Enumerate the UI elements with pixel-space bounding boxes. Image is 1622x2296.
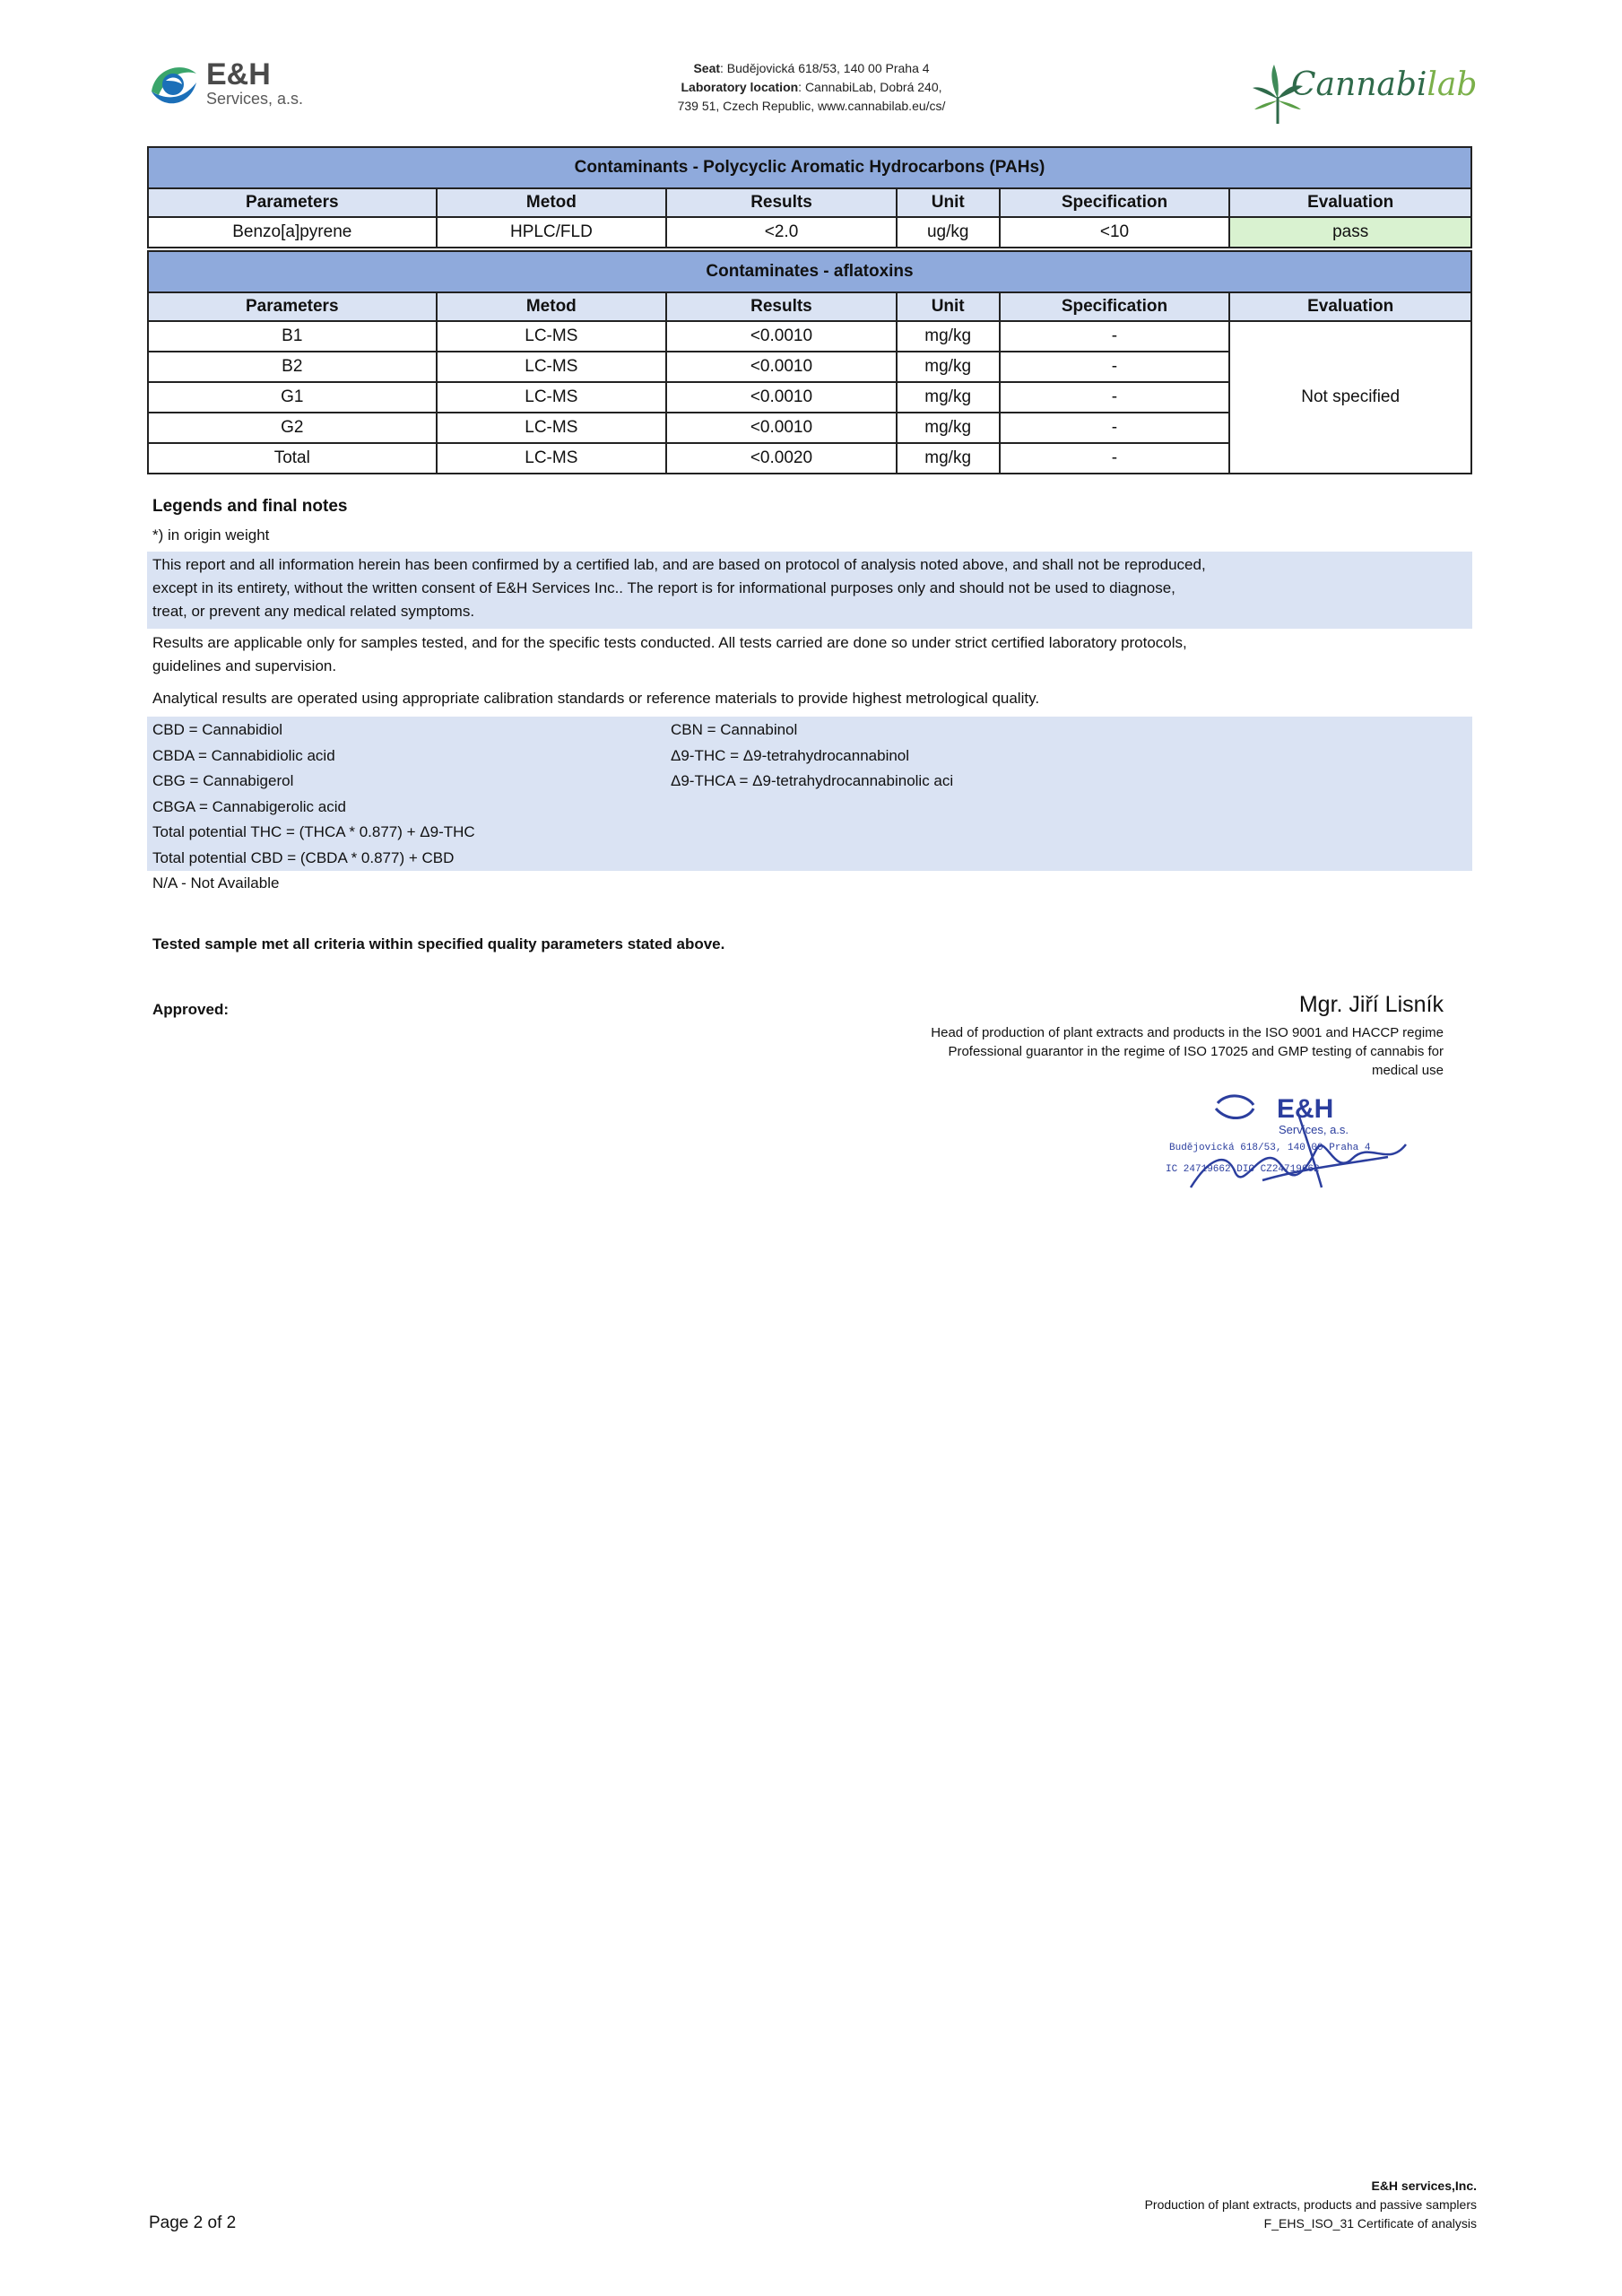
- cell-method: LC-MS: [437, 382, 667, 413]
- abbreviation-item: CBG = Cannabigerol: [152, 772, 294, 789]
- abbreviation-item: Δ9-THCA = Δ9-tetrahydrocannabinolic aci: [671, 772, 954, 789]
- col-header-evaluation: Evaluation: [1229, 188, 1471, 217]
- legend-heading: Legends and final notes: [152, 497, 348, 516]
- approved-label: Approved:: [152, 1001, 229, 1018]
- footer-info: [1145, 2177, 1477, 2233]
- lab-label: Laboratory location: [681, 80, 799, 94]
- cell-specification: <10: [1000, 217, 1230, 248]
- cell-specification: -: [1000, 352, 1230, 382]
- cell-parameter: Total: [148, 443, 437, 474]
- cell-specification: -: [1000, 321, 1230, 352]
- abbreviations-left: [152, 718, 475, 897]
- cell-result: <2.0: [666, 217, 897, 248]
- aflatoxin-table: [147, 250, 1472, 474]
- pah-table-title: Contaminants - Polycyclic Aromatic Hydrocarbons (PAHs): [148, 147, 1471, 188]
- col-header-parameters: Parameters: [148, 292, 437, 321]
- cell-unit: mg/kg: [897, 382, 1000, 413]
- cell-specification: -: [1000, 413, 1230, 443]
- cell-parameter: Benzo[a]pyrene: [148, 217, 437, 248]
- col-header-method: Metod: [437, 188, 667, 217]
- abbreviation-item: CBDA = Cannabidiolic acid: [152, 746, 335, 764]
- header-address: [538, 59, 1085, 116]
- col-header-specification: Specification: [1000, 292, 1230, 321]
- cell-parameter: B2: [148, 352, 437, 382]
- eh-logo-mark-icon: [146, 56, 202, 111]
- signer-role: [870, 1023, 1444, 1080]
- cell-evaluation-not-specified: Not specified: [1229, 321, 1471, 474]
- na-note: N/A - Not Available: [152, 874, 280, 891]
- disclaimer-line: except in its entirety, without the written consent of E&H Services Inc.. The report is for informational purposes only and should not be used to diagnose,: [152, 579, 1175, 596]
- cell-parameter: B1: [148, 321, 437, 352]
- seat-label: Seat: [693, 61, 721, 75]
- col-header-evaluation: Evaluation: [1229, 292, 1471, 321]
- col-header-parameters: Parameters: [148, 188, 437, 217]
- pah-table: [147, 146, 1472, 248]
- eh-logo-sub: Services, a.s.: [206, 90, 304, 108]
- cell-result: <0.0010: [666, 321, 897, 352]
- conclusion-text: Tested sample met all criteria within specified quality parameters stated above.: [152, 935, 725, 952]
- cell-unit: ug/kg: [897, 217, 1000, 248]
- analytical-note: Analytical results are operated using appropriate calibration standards or reference materials to provide highest metrological quality.: [152, 690, 1040, 707]
- col-header-unit: Unit: [897, 292, 1000, 321]
- signer-role-line: Head of production of plant extracts and products in the ISO 9001 and HACCP regime: [931, 1025, 1444, 1040]
- col-header-unit: Unit: [897, 188, 1000, 217]
- cannabilab-accent: lab: [1427, 66, 1478, 103]
- cell-parameter: G1: [148, 382, 437, 413]
- signer-role-line: Professional guarantor in the regime of ISO 17025 and GMP testing of cannabis for: [948, 1044, 1444, 1059]
- eh-logo-name: E&H: [206, 57, 271, 91]
- applicability-text: [152, 631, 1187, 678]
- abbreviation-item: Total potential CBD = (CBDA * 0.877) + CBD: [152, 848, 455, 866]
- abbreviation-item: Δ9-THC = Δ9-tetrahydrocannabinol: [671, 746, 910, 764]
- footer-line: F_EHS_ISO_31 Certificate of analysis: [1263, 2216, 1477, 2231]
- cell-unit: mg/kg: [897, 443, 1000, 474]
- disclaimer-text: [152, 553, 1206, 623]
- footer-company: E&H services,Inc.: [1371, 2179, 1477, 2193]
- cell-method: LC-MS: [437, 352, 667, 382]
- col-header-results: Results: [666, 188, 897, 217]
- signer-block: [1299, 992, 1444, 1018]
- signer-role-line: medical use: [1371, 1063, 1444, 1078]
- cell-specification: -: [1000, 443, 1230, 474]
- cell-unit: mg/kg: [897, 321, 1000, 352]
- applicability-line: guidelines and supervision.: [152, 657, 337, 674]
- abbreviation-item: CBGA = Cannabigerolic acid: [152, 797, 346, 815]
- stamp-id: IC 24719662 DIC CZ24719662: [1166, 1164, 1320, 1175]
- aflatoxin-table-title: Contaminates - aflatoxins: [148, 251, 1471, 292]
- company-stamp: [1164, 1087, 1460, 1195]
- col-header-specification: Specification: [1000, 188, 1230, 217]
- stamp-address: Budějovická 618/53, 140 00 Praha 4: [1169, 1143, 1371, 1153]
- stamp-name: E&H: [1277, 1094, 1334, 1124]
- cell-result: <0.0010: [666, 352, 897, 382]
- cannabilab-main: Cannabi: [1291, 66, 1427, 103]
- abbreviation-item: CBN = Cannabinol: [671, 721, 798, 738]
- disclaimer-line: treat, or prevent any medical related symptoms.: [152, 603, 475, 620]
- abbreviation-item: Total potential THC = (THCA * 0.877) + Δ9-THC: [152, 823, 475, 840]
- cell-parameter: G2: [148, 413, 437, 443]
- cell-method: LC-MS: [437, 443, 667, 474]
- cell-result: <0.0010: [666, 382, 897, 413]
- cell-unit: mg/kg: [897, 413, 1000, 443]
- origin-weight-note: *) in origin weight: [152, 526, 270, 544]
- cell-result: <0.0020: [666, 443, 897, 474]
- abbreviation-item: CBD = Cannabidiol: [152, 721, 283, 738]
- lab-value: : CannabiLab, Dobrá 240,: [798, 80, 942, 94]
- seat-value: : Budějovická 618/53, 140 00 Praha 4: [720, 61, 930, 75]
- lab-line2: 739 51, Czech Republic, www.cannabilab.eu/cs/: [677, 99, 946, 113]
- abbreviations-right: [671, 718, 953, 795]
- col-header-results: Results: [666, 292, 897, 321]
- cell-result: <0.0010: [666, 413, 897, 443]
- eh-logo-text: [206, 59, 303, 108]
- footer-line: Production of plant extracts, products and passive samplers: [1144, 2197, 1477, 2212]
- table-row: [148, 217, 1471, 248]
- applicability-line: Results are applicable only for samples tested, and for the specific tests conducted. All tests carried are done so under strict certified laboratory protocols,: [152, 634, 1187, 651]
- cell-method: LC-MS: [437, 321, 667, 352]
- stamp-sub: Services, a.s.: [1279, 1123, 1349, 1136]
- cell-unit: mg/kg: [897, 352, 1000, 382]
- stamp-signature-icon: [1164, 1087, 1460, 1195]
- table-row: [148, 321, 1471, 352]
- cell-specification: -: [1000, 382, 1230, 413]
- cannabilab-logo-text: [1291, 66, 1477, 103]
- col-header-method: Metod: [437, 292, 667, 321]
- cell-method: HPLC/FLD: [437, 217, 667, 248]
- signer-name: Mgr. Jiří Lisník: [1298, 992, 1444, 1017]
- cell-method: LC-MS: [437, 413, 667, 443]
- page-number: Page 2 of 2: [149, 2213, 237, 2232]
- disclaimer-line: This report and all information herein has been confirmed by a certified lab, and are based on protocol of analysis noted above, and shall not be reproduced,: [152, 556, 1206, 573]
- cell-evaluation-pass: pass: [1229, 217, 1471, 248]
